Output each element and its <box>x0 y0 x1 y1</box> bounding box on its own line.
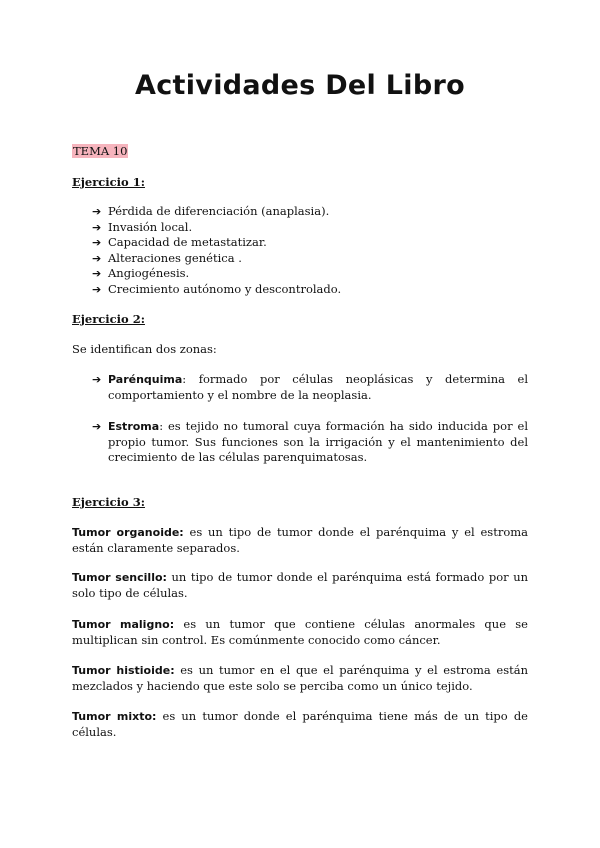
definition-paragraph: Tumor organoide: es un tipo de tumor donde el parénquima y el estroma están claramente separados. <box>72 525 528 555</box>
exercise-2-intro: Se identifican dos zonas: <box>72 342 217 356</box>
arrow-right-icon: ➔ <box>92 220 102 234</box>
exercise-1-heading: Ejercicio 1: <box>72 175 145 189</box>
arrow-right-icon: ➔ <box>92 282 102 296</box>
exercise-2-heading: Ejercicio 2: <box>72 312 145 326</box>
list-item: ➔ Alteraciones genética . <box>92 250 242 265</box>
definition-paragraph: Tumor histioide: es un tumor en el que el parénquima y el estroma están mezclados y haciendo que este solo se perciba como un único tejido. <box>72 663 529 693</box>
arrow-right-icon: ➔ <box>92 373 102 386</box>
definition-paragraph: Tumor sencillo: un tipo de tumor donde el parénquima está formado por un solo tipo de células. <box>72 570 529 600</box>
list-item: ➔ Crecimiento autónomo y descontrolado. <box>92 281 342 296</box>
term: Tumor sencillo: <box>72 571 167 584</box>
list-item: ➔ Invasión local. <box>92 219 193 234</box>
arrow-right-icon: ➔ <box>92 236 102 250</box>
exercise-3-heading: Ejercicio 3: <box>72 495 145 509</box>
term: Tumor organoide: <box>72 526 184 539</box>
definition-paragraph: Tumor maligno: es un tumor que contiene células anormales que se multiplican sin control. Es comúnmente conocido como cáncer. <box>72 617 528 647</box>
exercise-1-list <box>92 204 528 298</box>
list-item: ➔ Pérdida de diferenciación (anaplasia). <box>92 204 330 218</box>
term: Parénquima <box>108 373 183 386</box>
term: Estroma <box>108 420 160 434</box>
list-item: ➔ Estroma: es tejido no tumoral cuya formación ha sido inducida por el propio tumor. Sus funciones son la irrigación y el mantenimiento del crecimiento de las células parenquimatosas. <box>92 419 528 465</box>
arrow-right-icon: ➔ <box>92 420 102 434</box>
exercise-2-list <box>92 372 528 482</box>
arrow-right-icon: ➔ <box>92 267 102 281</box>
list-item: ➔ Capacidad de metastatizar. <box>92 235 267 250</box>
topic-label: TEMA 10 <box>73 144 128 158</box>
arrow-right-icon: ➔ <box>92 251 102 265</box>
list-item: ➔ Angiogénesis. <box>92 266 190 281</box>
term: Tumor maligno: <box>72 618 175 631</box>
definition-paragraph: Tumor mixto: es un tumor donde el parénquima tiene más de un tipo de células. <box>72 709 528 739</box>
arrow-right-icon: ➔ <box>92 205 102 218</box>
page-title: Actividades Del Libro <box>135 70 465 101</box>
term: Tumor histioide: <box>72 664 175 677</box>
term: Tumor mixto: <box>72 710 157 723</box>
list-item: ➔ Parénquima: formado por células neoplásicas y determina el comportamiento y el nombre de la neoplasia. <box>92 372 528 402</box>
